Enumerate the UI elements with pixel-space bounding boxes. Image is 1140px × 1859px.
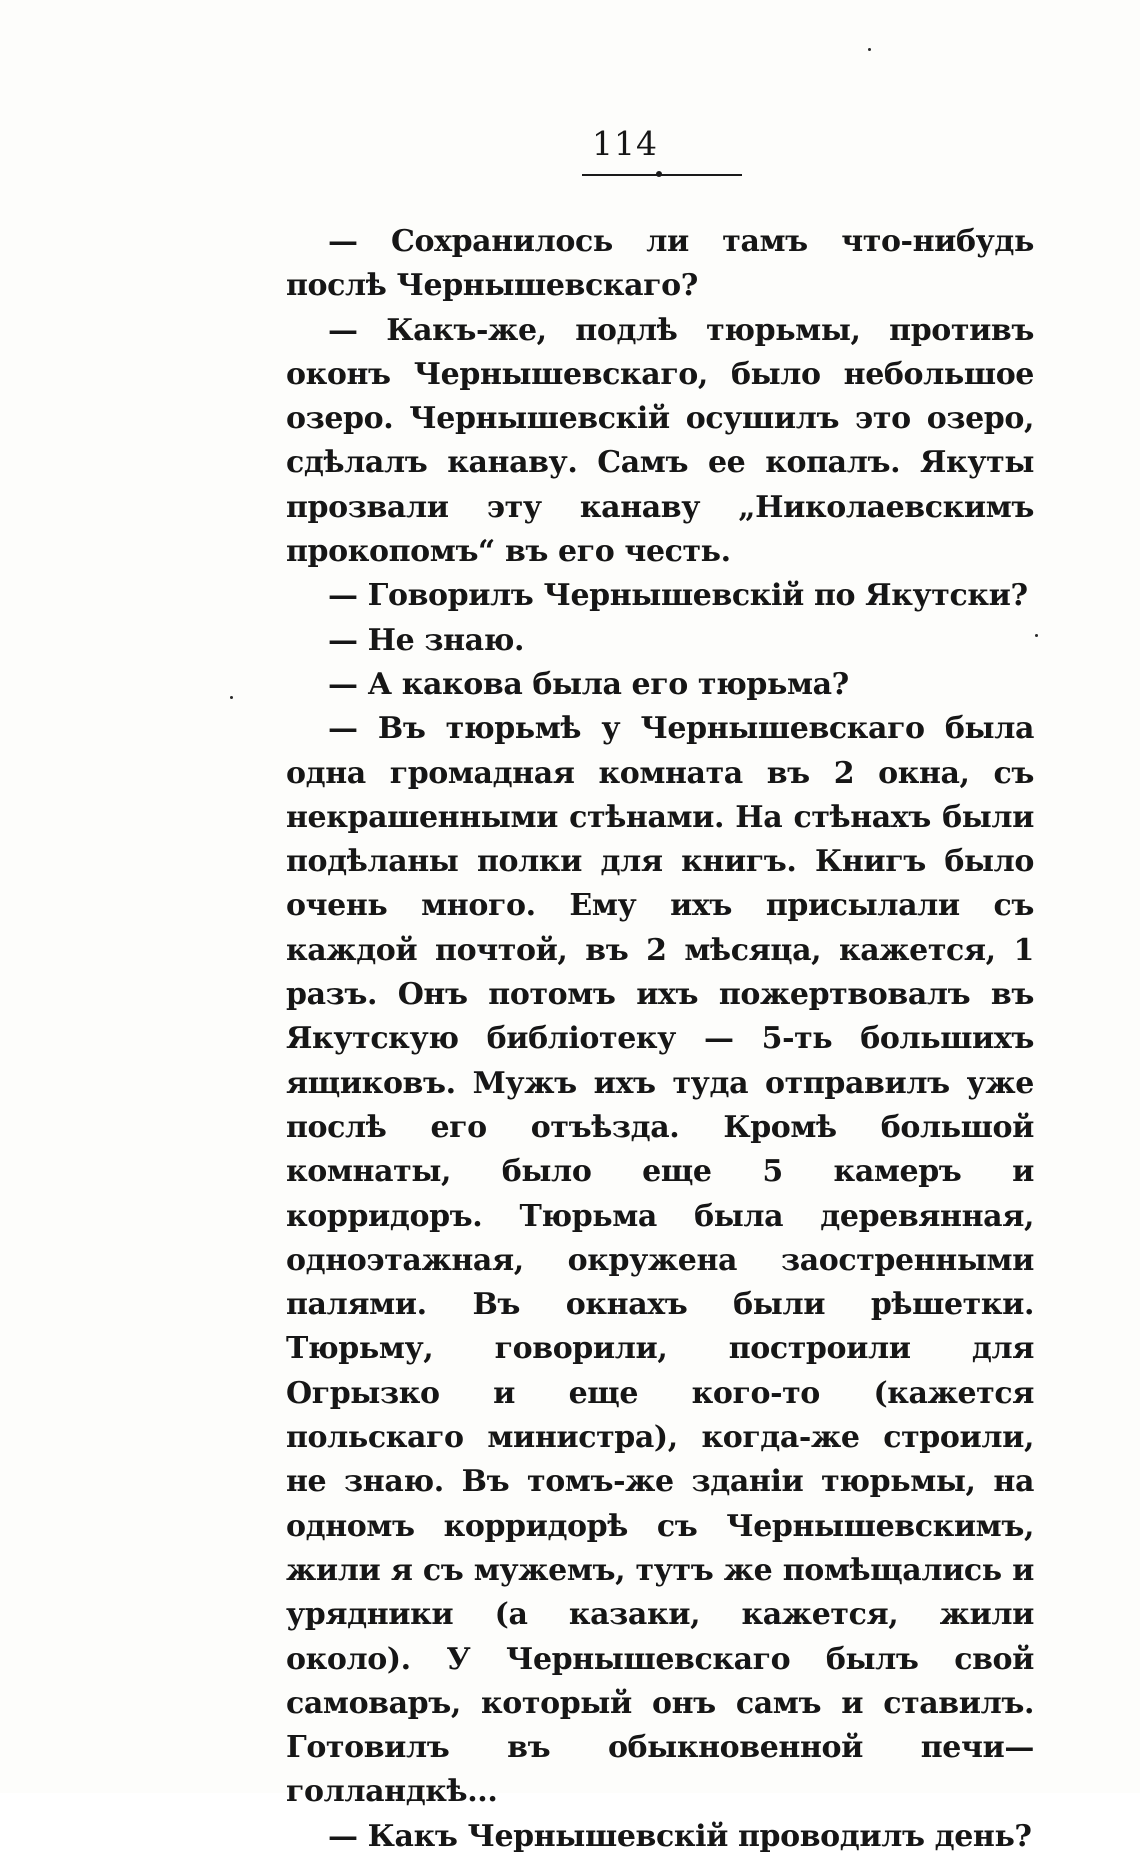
paragraph-question-day: — Какъ Чернышевскій проводилъ день? — [328, 1818, 1032, 1854]
paragraph-question-remains: — Сохранилось ли тамъ что-нибудь послѣ Чернышевскаго? — [286, 224, 1034, 304]
header-rule — [582, 174, 742, 176]
paragraph-question-prison: — А какова была его тюрьма? — [328, 666, 849, 702]
page-number: 114 — [592, 124, 658, 163]
paragraph-answer-lake: — Какъ-же, подлѣ тюрьмы, противъ оконъ Чернышевскаго, было небольшое озеро. Чернышевскій осушилъ это озеро, сдѣлалъ канаву. Самъ ее копалъ. Якуты прозвали эту канаву „Николаевскимъ прокопомъ“ въ его честь. — [286, 312, 1034, 570]
header-rule-dot — [656, 171, 662, 177]
print-speck — [1035, 634, 1038, 637]
paragraph-answer-prison: — Въ тюрьмѣ у Чернышевскаго была одна громадная комната въ 2 окна, съ некрашенными стѣнами. На стѣнахъ были подѣланы полки для книгъ. Книгъ было очень много. Ему ихъ присылали съ каждой почтой, въ 2 мѣсяца, кажется, 1 разъ. Онъ потомъ ихъ пожертвовалъ въ Якутскую библіотеку — 5-ть большихъ ящиковъ. Мужъ ихъ туда отправилъ уже послѣ его отъѣзда. Кромѣ большой комнаты, было еще 5 камеръ и корридоръ. Тюрьма была деревянная, одноэтажная, окружена заостренными палями. Въ окнахъ были рѣшетки. Тюрьму, говорили, построили для Огрызко и еще кого-то (кажется польскаго министра), когда-же строили, не знаю. Въ томъ-же зданіи тюрьмы, на одномъ корридорѣ съ Чернышевскимъ, жили я съ мужемъ, тутъ же помѣщались и урядники (а казаки, кажется, жили около). У Чернышевскаго былъ свой самоваръ, который онъ самъ и ставилъ. Готовилъ въ обыкновенной печи—голландкѣ... — [286, 711, 1034, 1810]
body-text — [286, 220, 1034, 1859]
paragraph-question-yakut: — Говорилъ Чернышевскій по Якутски? — [328, 578, 1028, 614]
print-speck — [230, 696, 233, 699]
paragraph-answer-dont-know: — Не знаю. — [328, 622, 525, 658]
print-speck — [868, 48, 871, 51]
